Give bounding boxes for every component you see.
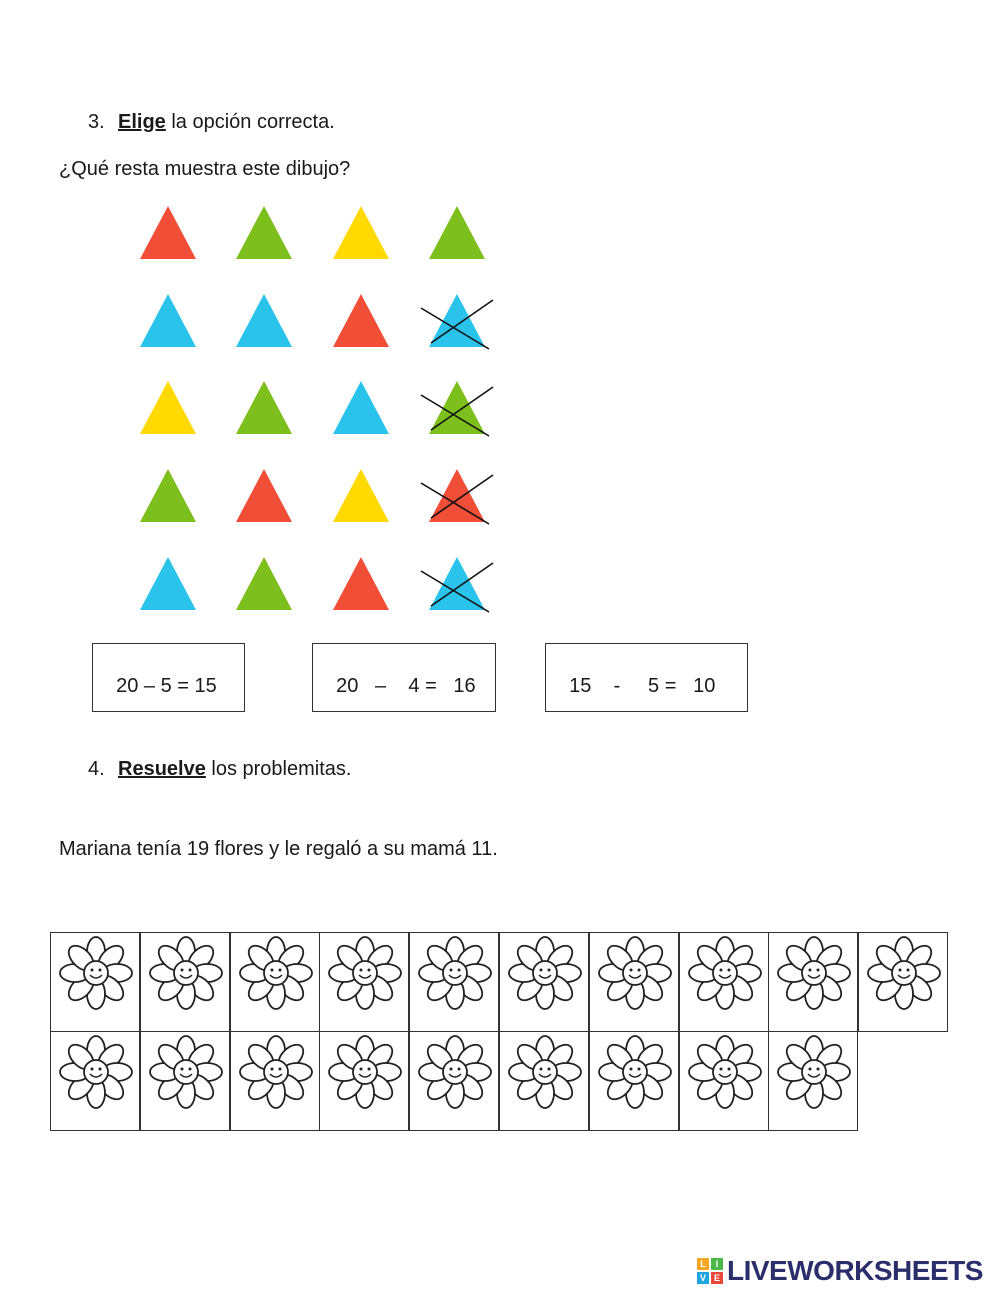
triangle-red (333, 294, 389, 347)
triangle-blue (140, 557, 196, 610)
flower-cell[interactable] (140, 932, 230, 1032)
logo-badge-letter: L (697, 1258, 709, 1270)
triangle-grid (130, 198, 510, 618)
triangle-green (429, 206, 485, 259)
option-1-text: 20 – 5 = 15 (116, 675, 217, 697)
flower-cell[interactable] (589, 932, 679, 1032)
logo-text: LIVEWORKSHEETS (727, 1255, 983, 1286)
logo-badge-letter: I (711, 1258, 723, 1270)
flower-cell[interactable] (679, 1031, 769, 1131)
triangle-yellow (333, 469, 389, 522)
logo-badge-letter: V (697, 1272, 709, 1284)
flower-cell[interactable] (409, 932, 499, 1032)
flower-cell[interactable] (50, 1031, 140, 1131)
question-4-title (88, 757, 351, 781)
flower-cell[interactable] (409, 1031, 499, 1131)
flower-cell[interactable] (230, 932, 320, 1032)
triangle-red (140, 206, 196, 259)
question-number: 3. (88, 111, 105, 133)
flower-cell[interactable] (50, 932, 140, 1032)
question-instruction: los problemitas. (205, 758, 352, 780)
flower-cell[interactable] (679, 932, 769, 1032)
flower-cell[interactable] (499, 1031, 589, 1131)
logo-badge (697, 1258, 723, 1284)
flower-cell[interactable] (768, 1031, 858, 1131)
triangle-blue (140, 294, 196, 347)
triangle-yellow (333, 206, 389, 259)
option-1-box[interactable] (92, 643, 245, 712)
flower-cell[interactable] (858, 932, 948, 1032)
flower-cell[interactable] (768, 932, 858, 1032)
triangle-blue (236, 294, 292, 347)
question-keyword: Elige (118, 111, 166, 133)
triangle-green (236, 206, 292, 259)
question-instruction: la opción correcta. (165, 111, 335, 133)
question-4-problem: Mariana tenía 19 flores y le regaló a su mamá 11. (59, 838, 498, 860)
triangle-green (236, 557, 292, 610)
question-number: 4. (88, 758, 105, 780)
option-3-text: 15 - 5 = 10 (569, 675, 716, 697)
triangle-blue (333, 381, 389, 434)
triangle-green (236, 381, 292, 434)
triangle-green (140, 469, 196, 522)
triangle-red (236, 469, 292, 522)
question-3-title (88, 110, 335, 134)
question-keyword: Resuelve (118, 758, 206, 780)
option-3-box[interactable] (545, 643, 748, 712)
flower-cell[interactable] (230, 1031, 320, 1131)
triangle-yellow (140, 381, 196, 434)
flower-cell[interactable] (589, 1031, 679, 1131)
flower-cell[interactable] (140, 1031, 230, 1131)
flower-cell[interactable] (499, 932, 589, 1032)
flower-cell[interactable] (319, 932, 409, 1032)
triangle-red (333, 557, 389, 610)
logo-badge-letter: E (711, 1272, 723, 1284)
question-3-prompt: ¿Qué resta muestra este dibujo? (59, 158, 351, 180)
flower-cell[interactable] (319, 1031, 409, 1131)
liveworksheets-logo (697, 1256, 983, 1286)
option-2-text: 20 – 4 = 16 (336, 675, 476, 697)
option-2-box[interactable] (312, 643, 496, 712)
